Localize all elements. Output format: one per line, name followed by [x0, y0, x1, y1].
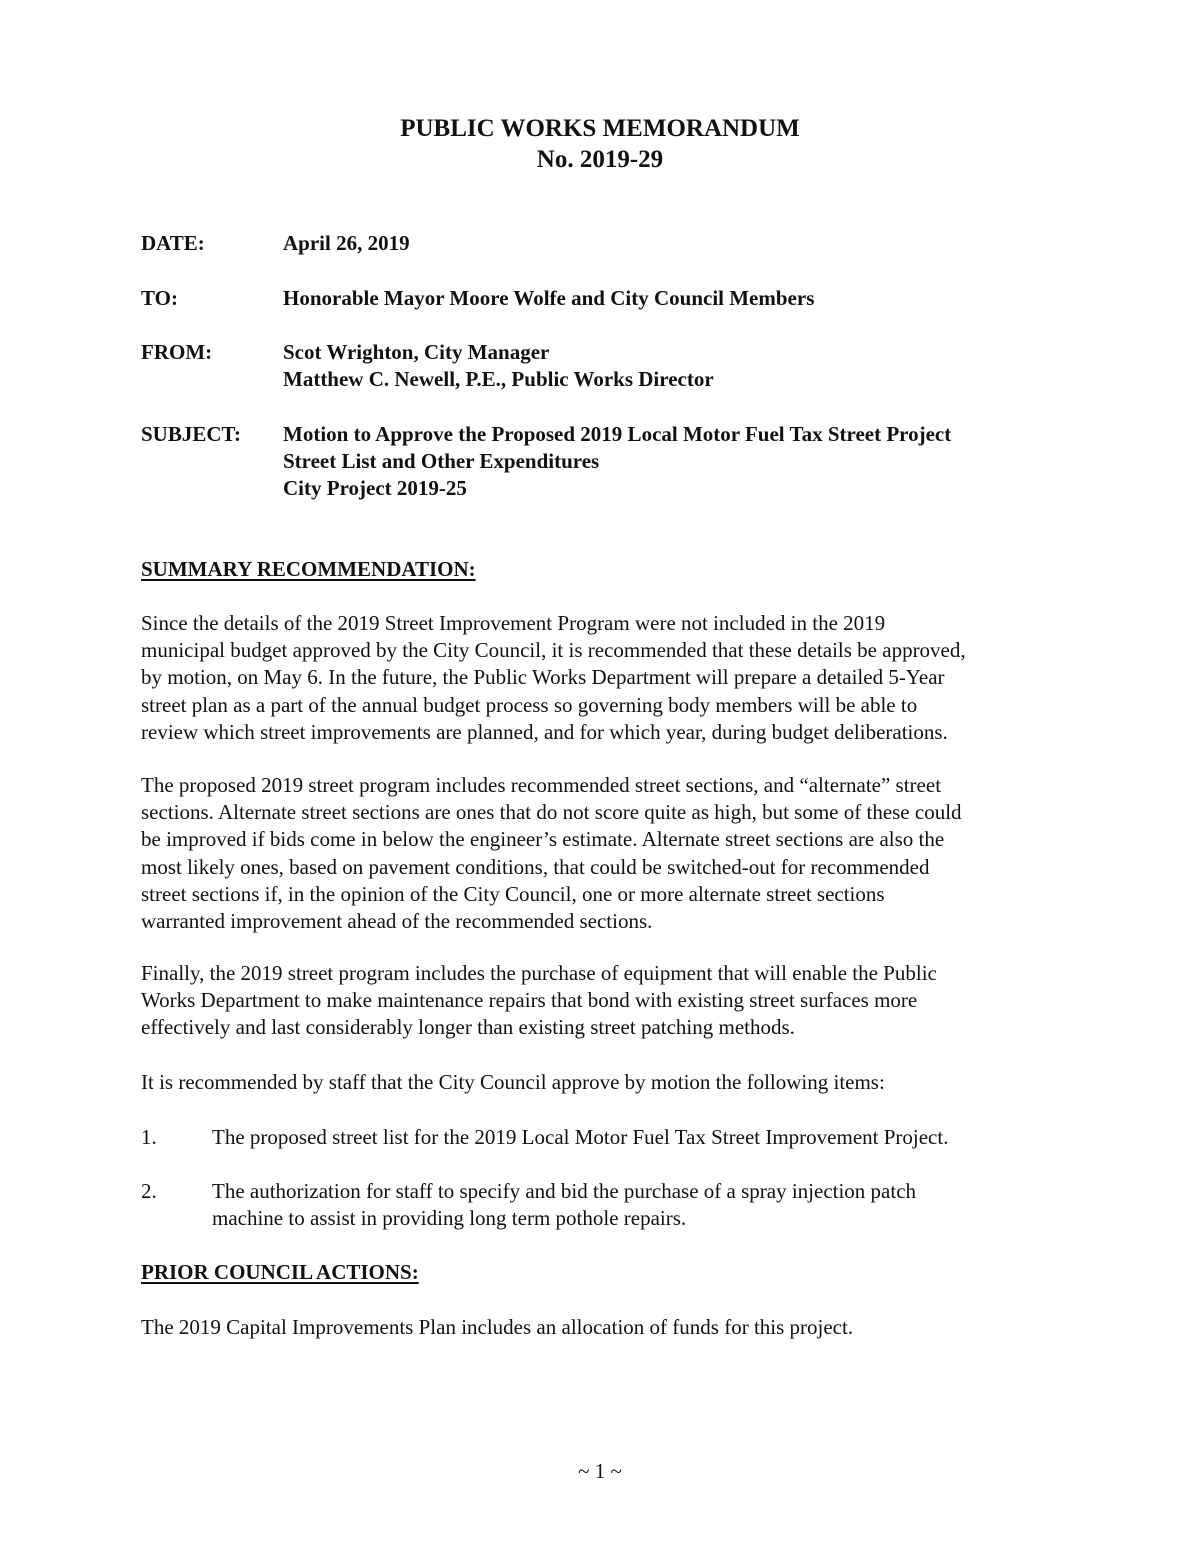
- text-line: The authorization for staff to specify and bid the purchase of a spray injection patch: [212, 1179, 917, 1203]
- subject-value-2: Street List and Other Expenditures: [283, 449, 600, 473]
- item-number-1: 1.: [141, 1125, 157, 1149]
- summary-paragraph-4: [141, 1069, 1081, 1096]
- text-line: warranted improvement ahead of the recommended sections.: [141, 909, 653, 934]
- text-line: Since the details of the 2019 Street Improvement Program were not included in the 2019: [141, 611, 886, 635]
- item-number-2: 2.: [141, 1179, 157, 1203]
- text-line: machine to assist in providing long term pothole repairs.: [212, 1206, 687, 1230]
- text-line: review which street improvements are planned, and for which year, during budget deliberations.: [141, 719, 948, 744]
- text-line: most likely ones, based on pavement conditions, that could be switched-out for recommended: [141, 854, 930, 879]
- memo-number: No. 2019-29: [536, 146, 664, 173]
- text-line: It is recommended by staff that the City Council approve by motion the following items:: [141, 1070, 885, 1094]
- subject-value-3: City Project 2019-25: [283, 476, 467, 500]
- text-line: be improved if bids come in below the engineer’s estimate. Alternate street sections are also the: [141, 827, 945, 852]
- text-line: effectively and last considerably longer than existing street patching methods.: [141, 1015, 795, 1040]
- prior-actions-text: [141, 1314, 1081, 1341]
- from-value-2: Matthew C. Newell, P.E., Public Works Director: [283, 367, 714, 391]
- text-line: municipal budget approved by the City Council, it is recommended that these details be approved,: [141, 638, 966, 663]
- to-label: TO:: [141, 286, 178, 310]
- text-line: by motion, on May 6. In the future, the Public Works Department will prepare a detailed 5-Year: [141, 665, 945, 690]
- text-line: street sections if, in the opinion of the City Council, one or more alternate street sections: [141, 881, 885, 906]
- from-value-1: Scot Wrighton, City Manager: [283, 340, 550, 364]
- text-line: sections. Alternate street sections are ones that do not score quite as high, but some of these could: [141, 800, 962, 825]
- prior-actions-heading: PRIOR COUNCIL ACTIONS:: [141, 1260, 419, 1284]
- text-line: street plan as a part of the annual budget process so governing body members will be able to: [141, 692, 918, 717]
- subject-label: SUBJECT:: [141, 422, 241, 446]
- from-label: FROM:: [141, 340, 213, 364]
- text-line: Works Department to make maintenance repairs that bond with existing street surfaces more: [141, 988, 918, 1013]
- text-line: Finally, the 2019 street program includes the purchase of equipment that will enable the Public: [141, 961, 937, 985]
- date-value: April 26, 2019: [283, 231, 410, 255]
- page-number: ~ 1 ~: [578, 1459, 622, 1483]
- summary-paragraph-2: [141, 772, 1081, 935]
- text-line: The proposed street list for the 2019 Local Motor Fuel Tax Street Improvement Project.: [212, 1125, 949, 1149]
- subject-value-1: Motion to Approve the Proposed 2019 Local Motor Fuel Tax Street Project: [283, 422, 952, 446]
- to-value: Honorable Mayor Moore Wolfe and City Council Members: [283, 286, 815, 310]
- summary-paragraph-3: [141, 960, 1081, 1042]
- item-text-2: [212, 1178, 916, 1232]
- item-text-1: [212, 1124, 948, 1151]
- date-label: DATE:: [141, 231, 205, 255]
- summary-paragraph-1: [141, 610, 1081, 746]
- text-line: The 2019 Capital Improvements Plan includes an allocation of funds for this project.: [141, 1315, 854, 1339]
- summary-heading: SUMMARY RECOMMENDATION:: [141, 557, 476, 581]
- text-line: The proposed 2019 street program includes recommended street sections, and “alternate” street: [141, 773, 942, 797]
- memo-title: PUBLIC WORKS MEMORANDUM: [400, 115, 800, 142]
